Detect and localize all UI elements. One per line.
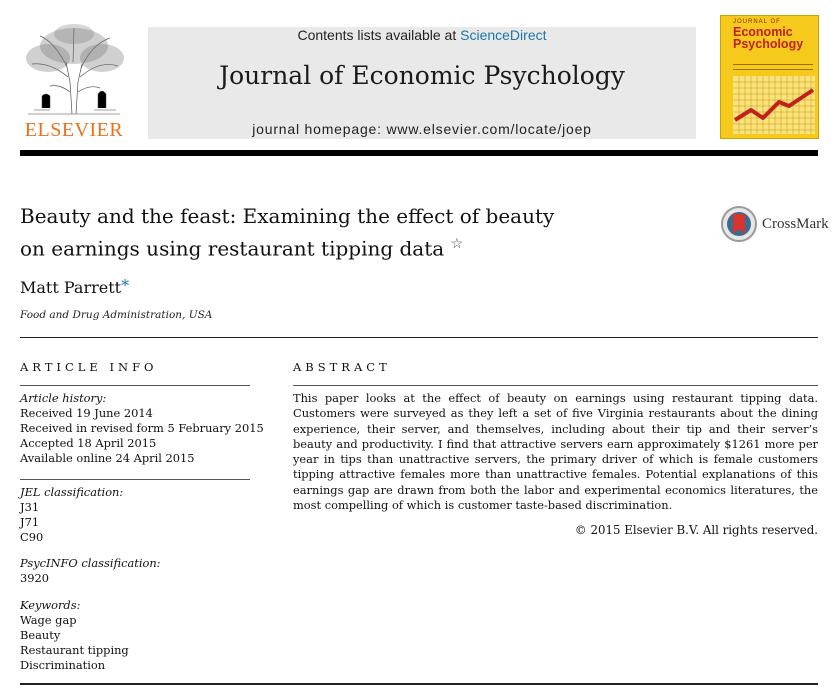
abstract-text: This paper looks at the effect of beauty on earnings using restaurant tipping data. Customers were surveyed as they left a set of five Virginia restaurants about the dining experience, their server, and themselves, including about their tip and their server’s beauty and productivity. I find that attractive servers earn approximately $1261 more per year in tips than unattractive servers, the primary driver of which is female customers tipping attractive females more than unattractive females. Potential explanations of this earnings gap are drawn from both the labor and experimental economics literatures, the most compelling of which is customer taste-based discrimination. (293, 391, 818, 513)
elsevier-wordmark: ELSEVIER (24, 119, 124, 141)
footer-rule (20, 683, 818, 685)
keywords-label: Keywords: (20, 598, 81, 612)
psycinfo-classification (20, 556, 250, 586)
article-info-heading: ARTICLE INFO (20, 360, 158, 374)
history-item: Received in revised form 5 February 2015 (20, 421, 264, 435)
cover-rule (733, 64, 813, 70)
journal-banner (148, 27, 696, 139)
sciencedirect-link[interactable]: ScienceDirect (460, 27, 547, 43)
cover-title: Economic Psychology (733, 25, 804, 51)
history-item: Received 19 June 2014 (20, 406, 153, 420)
jel-classification (20, 485, 250, 545)
abstract-rule (293, 385, 818, 386)
psycinfo-code: 3920 (20, 571, 49, 585)
cover-graph-icon (733, 76, 815, 134)
journal-cover-thumbnail[interactable] (720, 15, 819, 139)
crossmark-button[interactable] (720, 205, 829, 245)
jel-code: C90 (20, 530, 44, 544)
history-label: Article history: (20, 391, 107, 405)
article-history (20, 391, 264, 466)
history-item: Accepted 18 April 2015 (20, 436, 157, 450)
header-rule (20, 150, 818, 156)
history-rule (20, 479, 250, 480)
elsevier-logo[interactable] (20, 22, 128, 140)
psycinfo-label: PsycINFO classification: (20, 556, 161, 570)
cover-kicker: JOURNAL OF (733, 19, 781, 25)
author-name[interactable]: Matt Parrett (20, 278, 122, 297)
journal-header (0, 0, 835, 160)
section-rule (20, 337, 818, 338)
crossmark-icon (720, 205, 758, 243)
abstract-heading: ABSTRACT (293, 360, 391, 374)
author-affiliation: Food and Drug Administration, USA (20, 309, 213, 321)
author-line (20, 276, 129, 297)
article-info-rule (20, 385, 250, 386)
history-item: Available online 24 April 2015 (20, 451, 195, 465)
elsevier-tree-icon (20, 22, 128, 118)
article-title-line-2-text: on earnings using restaurant tipping data (20, 236, 445, 261)
title-footnote-star-icon[interactable]: ☆ (450, 236, 464, 252)
keyword-item: Discrimination (20, 658, 106, 672)
jel-code: J71 (20, 515, 40, 529)
author-footnote-mark[interactable]: * (121, 276, 130, 295)
article-title (20, 202, 640, 263)
article-title-line-1: Beauty and the feast: Examining the effect of beauty (20, 204, 555, 228)
contents-prefix: Contents lists available at (297, 27, 461, 43)
journal-title: Journal of Economic Psychology (219, 61, 625, 90)
contents-line (148, 27, 696, 43)
jel-label: JEL classification: (20, 485, 124, 499)
article-title-line-2 (20, 230, 640, 263)
keyword-item: Wage gap (20, 613, 77, 627)
crossmark-label: CrossMark (762, 216, 829, 232)
journal-homepage-link[interactable]: journal homepage: www.elsevier.com/locate/joep (252, 121, 592, 137)
copyright-notice: © 2015 Elsevier B.V. All rights reserved. (574, 523, 818, 537)
keyword-item: Restaurant tipping (20, 643, 129, 657)
keywords (20, 598, 250, 673)
keyword-item: Beauty (20, 628, 61, 642)
jel-code: J31 (20, 500, 40, 514)
